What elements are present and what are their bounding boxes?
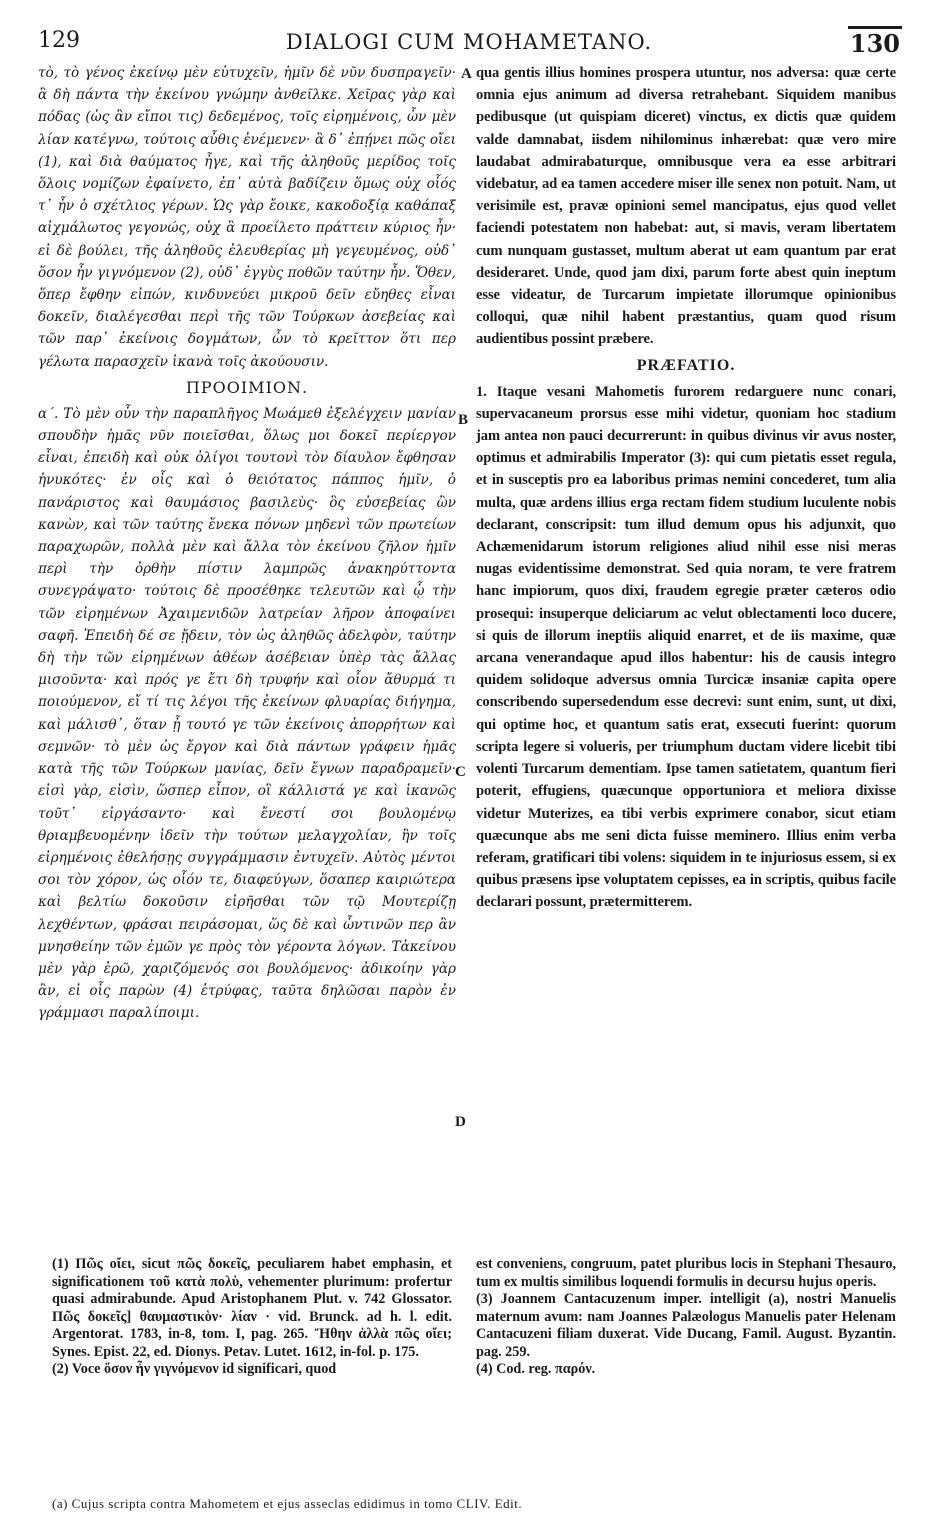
latin-intro-text: qua gentis illius homines prospera utuntur, nos adversa: quæ certe omnia ejus animum ad diversa retrahebant. Siquidem manibus pedibusque (ut quispiam diceret) vinctus, ex dictis quæ quidem valde damnabat, iisdem nihilominus inhærebat: quæ vero mire laudabat admirabaturque, omnibusque vera ea esse arbitrari videbatur, ad ea tamen accedere miser ille senex non potuit. Nam, ut verisimile est, pravæ opinioni semel mancipatus, ejus quod vellet faciendi potestatem non habebat: aut, si mavis, veram libertatem cum nunquam gustasset, multum aberat ut eam quantum par erat desideraret. Unde, quod jam dixi, parum forte abest quin ineptum esse videatur, de Turcarum impietate illorumque opinionibus colloqui, quæ nihil habent præstantius, quam quod risum audientibus possint præbere.: [476, 65, 896, 348]
margin-letter-a: A: [461, 66, 472, 82]
latin-section-title: PRÆFATIO.: [636, 356, 736, 374]
footnote-4: (4) Cod. reg. παρόν.: [476, 1361, 596, 1377]
editor-footnote: (a) Cujus scripta contra Mahometem et ejus asseclas edidimus in tomo CLIV. Edit.: [52, 1496, 523, 1511]
greek-body-text: α΄. Τὸ μὲν οὖν τὴν παραπλῆγος Μωάμεθ ἐξελέγχειν μανίαν σπουδὴν ἡμᾶς νῦν ποιεῖσθαι, ὅλως μοι δοκεῖ περίεργον εἶναι, ἐπειδὴ καὶ οὐκ ὀλίγοι τουτονὶ τὸν δίαυλον ἔφθησαν ἠνυκότες· ἐν οἷς καὶ ὁ θειότατος πάππος ἡμῖν, ὁ πανάριστος καὶ θαυμάσιος βασιλεὺς· ὃς εὐσεβείας ὢν κανὼν, καὶ τῶν ταύτης ἕνεκα πόνων μηδενὶ τῶν πρωτείων παραχωρῶν, πολλὰ μὲν καὶ ἄλλα τὸν ἐκείνου ζῆλον ἡμῖν περὶ τὴν ὀρθὴν πίστιν λαμπρῶς ἀνακηρύττοντα συνεγράψατο· τούτοις δὲ προσέθηκε τελευτῶν καὶ ᾧ τὴν τῶν εἰρημένων Ἀχαιμενιδῶν λατρείαν λῆρον ἀποφαίνει σαφῆ. Ἐπειδὴ δέ σε ᾔδειν, τὸν ὡς ἀληθῶς ἀδελφὸν, ταύτην δὴ τὴν τῶν εἰρημένων ἀθέων ἀσέβειαν ὑπὲρ τὰς ἄλλας μισοῦντα· καὶ πρός γε ἔτι δὴ τρυφήν καὶ οἷον ἄθυρμά τι ποιούμενον, εἴ τί τις λέγοι τῆς ἐκείνων φλυαρίας διήγημα, καὶ μάλισθ᾽, ὅταν ᾖ τουτό γε τῶν ἐκείνοις ἀπορρήτων καὶ σεμνῶν· τὸ μὲν ὡς ἔργον καὶ διὰ πάντων γράφειν ἡμᾶς κατὰ τῆς τῶν Τούρκων μανίας, δεῖν ἔγνων παραδραμεῖν· εἰσὶ γὰρ, εἰσὶν, ὥσπερ εἶπον, οἳ κάλλιστά γε καὶ ἱκανῶς τοῦτ᾽ εἰργάσαντο· καὶ ἔνεστί σοι βουλομένῳ θριαμβευομένην ἰδεῖν τὴν τούτων μελαγχολίαν, ἢν τοῖς εἰρημένοις ἐθελήσῃς συγγράμμασιν ἐντυχεῖν. Αὐτὸς μέντοι σοι τὸν χόρον, ὡς οἷόν τε, διαφεύγων, ὅσαπερ καιριώτερα καὶ βελτίω δοκοῦσιν εἰρῆσθαι τῶν τῷ Μουτερίζῃ λεχθέντων, φράσαι πειράσομαι, ὥς δὲ καὶ ὧντινῶν περ ἂν μνησθείην τῶν ἐμῶν γε πρὸς τὸν γέροντα λόγων. Τἀκείνου μὲν γὰρ ἐρῶ, χαριζόμενός σοι βουλόμενος· ἀδικοίην γὰρ ἂν, εἰ οἷς παρὼν (4) ἐτρύφας, ταῦτα δηλῶσαι παρὸν ἐν γράμμασι παραλίποιμι.: [38, 405, 456, 1022]
margin-letter-b: B: [458, 412, 469, 428]
running-title: DIALOGI CUM MOHAMETANO.: [285, 30, 653, 54]
latin-column: [476, 62, 896, 1248]
greek-section-title: ΠΡΟΟΙΜΙΟΝ.: [185, 377, 309, 397]
footnote-1: (1) Πῶς οἴει, sicut πῶς δοκεῖς, peculiarem habet emphasin, et significationem τοῦ κατὰ πολὺ, vehementer plurimum: profertur quasi admirabunde. Apud Aristophanem Plut. v. 742 Glossator. Πῶς δοκεῖς] θαυμαστικὸν· λίαν · vid. Brunck. ad h. l. edit. Argentorat. 1783, in-8, tom. I, pag. 265. Ἤθην ἀλλὰ πῶς οἴει; Synes. Epist. 22, ed. Dionys. Petav. Lutet. 1612, in-fol. p. 175.: [52, 1256, 452, 1360]
greek-intro-text: τὸ, τὸ γένος ἐκείνῳ μὲν εὐτυχεῖν, ἡμῖν δὲ νῦν δυσπραγεῖν· ἃ δὴ πάντα τὴν ἐκείνου γνώμην ἀνθεῖλκε. Χεῖρας γὰρ καὶ πόδας (ὡς ἂν εἴποι τις) δεδεμένος, τοῖς εἰρημένοις, ὧν μὲν λίαν κατέγνω, τούτοις αὖθις ἐνέμενεν· ἃ δ᾽ ἐπῄνει πῶς οἴει (1), καὶ διὰ θαύματος ἦγε, καὶ τῆς ἀληθοῦς μερίδος τοῖς ὅλοις νομίζων ἐφαίνετο, ἐπ᾽ αὐτὰ βαδίζειν ὅμως οὐχ οἷός τ᾽ ἦν ὁ σχέτλιος γέρων. Ὡς γὰρ ἔοικε, κακοδοξίᾳ καθάπαξ αἰχμάλωτος γεγονώς, οὐχ ἃ προείλετο πράττειν κύριος ἦν· εἰ δὲ βούλει, τῆς ἀληθοῦς ἐλευθερίας μὴ γεγευμένος, οὐδ᾽ ὅσον ἦν γιγνόμενον (2), οὐδ᾽ ἐγγὺς ποθῶν ταύτην ἦν. Ὅθεν, ὅπερ ἔφθην εἰπών, κινδυνεύει μικροῦ δεῖν εὔηθες εἶναι δοκεῖν, διαλέγεσθαι περὶ τῆς τῶν Τούρκων ἀσεβείας καὶ τῶν παρ᾽ ἐκείνοις δογμάτων, ὧν τὸ κρεῖττον ὅτι περ γέλωτα παρασχεῖν ἱκανὰ τοῖς ἀκούουσιν.: [38, 65, 456, 370]
footnote-3: (3) Joannem Cantacuzenum imper. intelligit (a), nostri Manuelis maternum avum: nam Joannes Palæologus Manuelis pater Helenam Cantacuzeni filiam duxerat. Vide Ducang, Famil. August. Byzantin. pag. 259.: [476, 1291, 896, 1360]
running-header: [30, 22, 908, 62]
footnotes-right: [476, 1256, 896, 1379]
footnote-2: (2) Voce ὅσον ἦν γιγνόμενον id significari, quod: [52, 1361, 337, 1377]
latin-body-text: 1. Itaque vesani Mahometis furorem redarguere nunc conari, supervacaneum prorsus esse mihi videtur, quoniam hoc stadium jam antea non pauci decurrerunt: in quibus divinus vir avus noster, optimus et admirabilis Imperator (3): qui cum pietatis esset regula, et in susceptis pro ea laboribus primas nemini concederet, tum alia multa, quæ ardens illius erga rectam fidem studium luculente nobis declarant, conscripsit: tum illud demum opus his adjunxit, quo Achæmenidarum istorum religiones aliud nihil esse nisi meras nugas evidentissime demonstrat. Sed quia noram, te vere fratrem hanc impiorum, quos dixi, fraudem egregie præter cæteros odio prosequi: insuperque deliciarum ac velut oblectamenti loco ducere, si quis de illorum ineptiis aliquid enarret, et de iis maxime, quæ arcana venerandaque apud illos habentur: his de causis integro quidem solidoque adversus omnia Turcicæ insaniæ capita opere conscribendo supersedendum esse decrevi: sunt enim, sunt, ut dixi, qui optime hoc, et quantum satis erat, exsecuti fuerint: quorum scripta legere si volueris, per triumphum ductam videre licebit tibi volenti Turcarum dementiam. Ipse tamen satietatem, quantum fieri poterit, effugiens, quæcunque opportuniora et meliora dixisse videtur Muterizes, ea tibi verbis exprimere conabor, sicut etiam quæcunque abs me seni dicta fuisse meminero. Illius enim verba referam, gratificari tibi volens: siquidem in te injuriosus essem, si ex quibus præsens ipse voluptatem cepisses, ea in scriptis, quibus facile declarari possunt, prætermitterem.: [476, 383, 896, 911]
margin-letter-c: C: [455, 764, 466, 780]
margin-letter-d: D: [455, 1114, 466, 1130]
footnotes-left: [52, 1256, 452, 1379]
greek-column: [38, 62, 456, 1212]
page-number: 129: [38, 28, 80, 53]
column-number-mark: 130: [848, 26, 902, 58]
footnote-2-continued: est conveniens, congruum, patet pluribus locis in Stephani Thesauro, tum ex multis similibus loquendi formulis in decursu hujus operis.: [476, 1256, 896, 1290]
